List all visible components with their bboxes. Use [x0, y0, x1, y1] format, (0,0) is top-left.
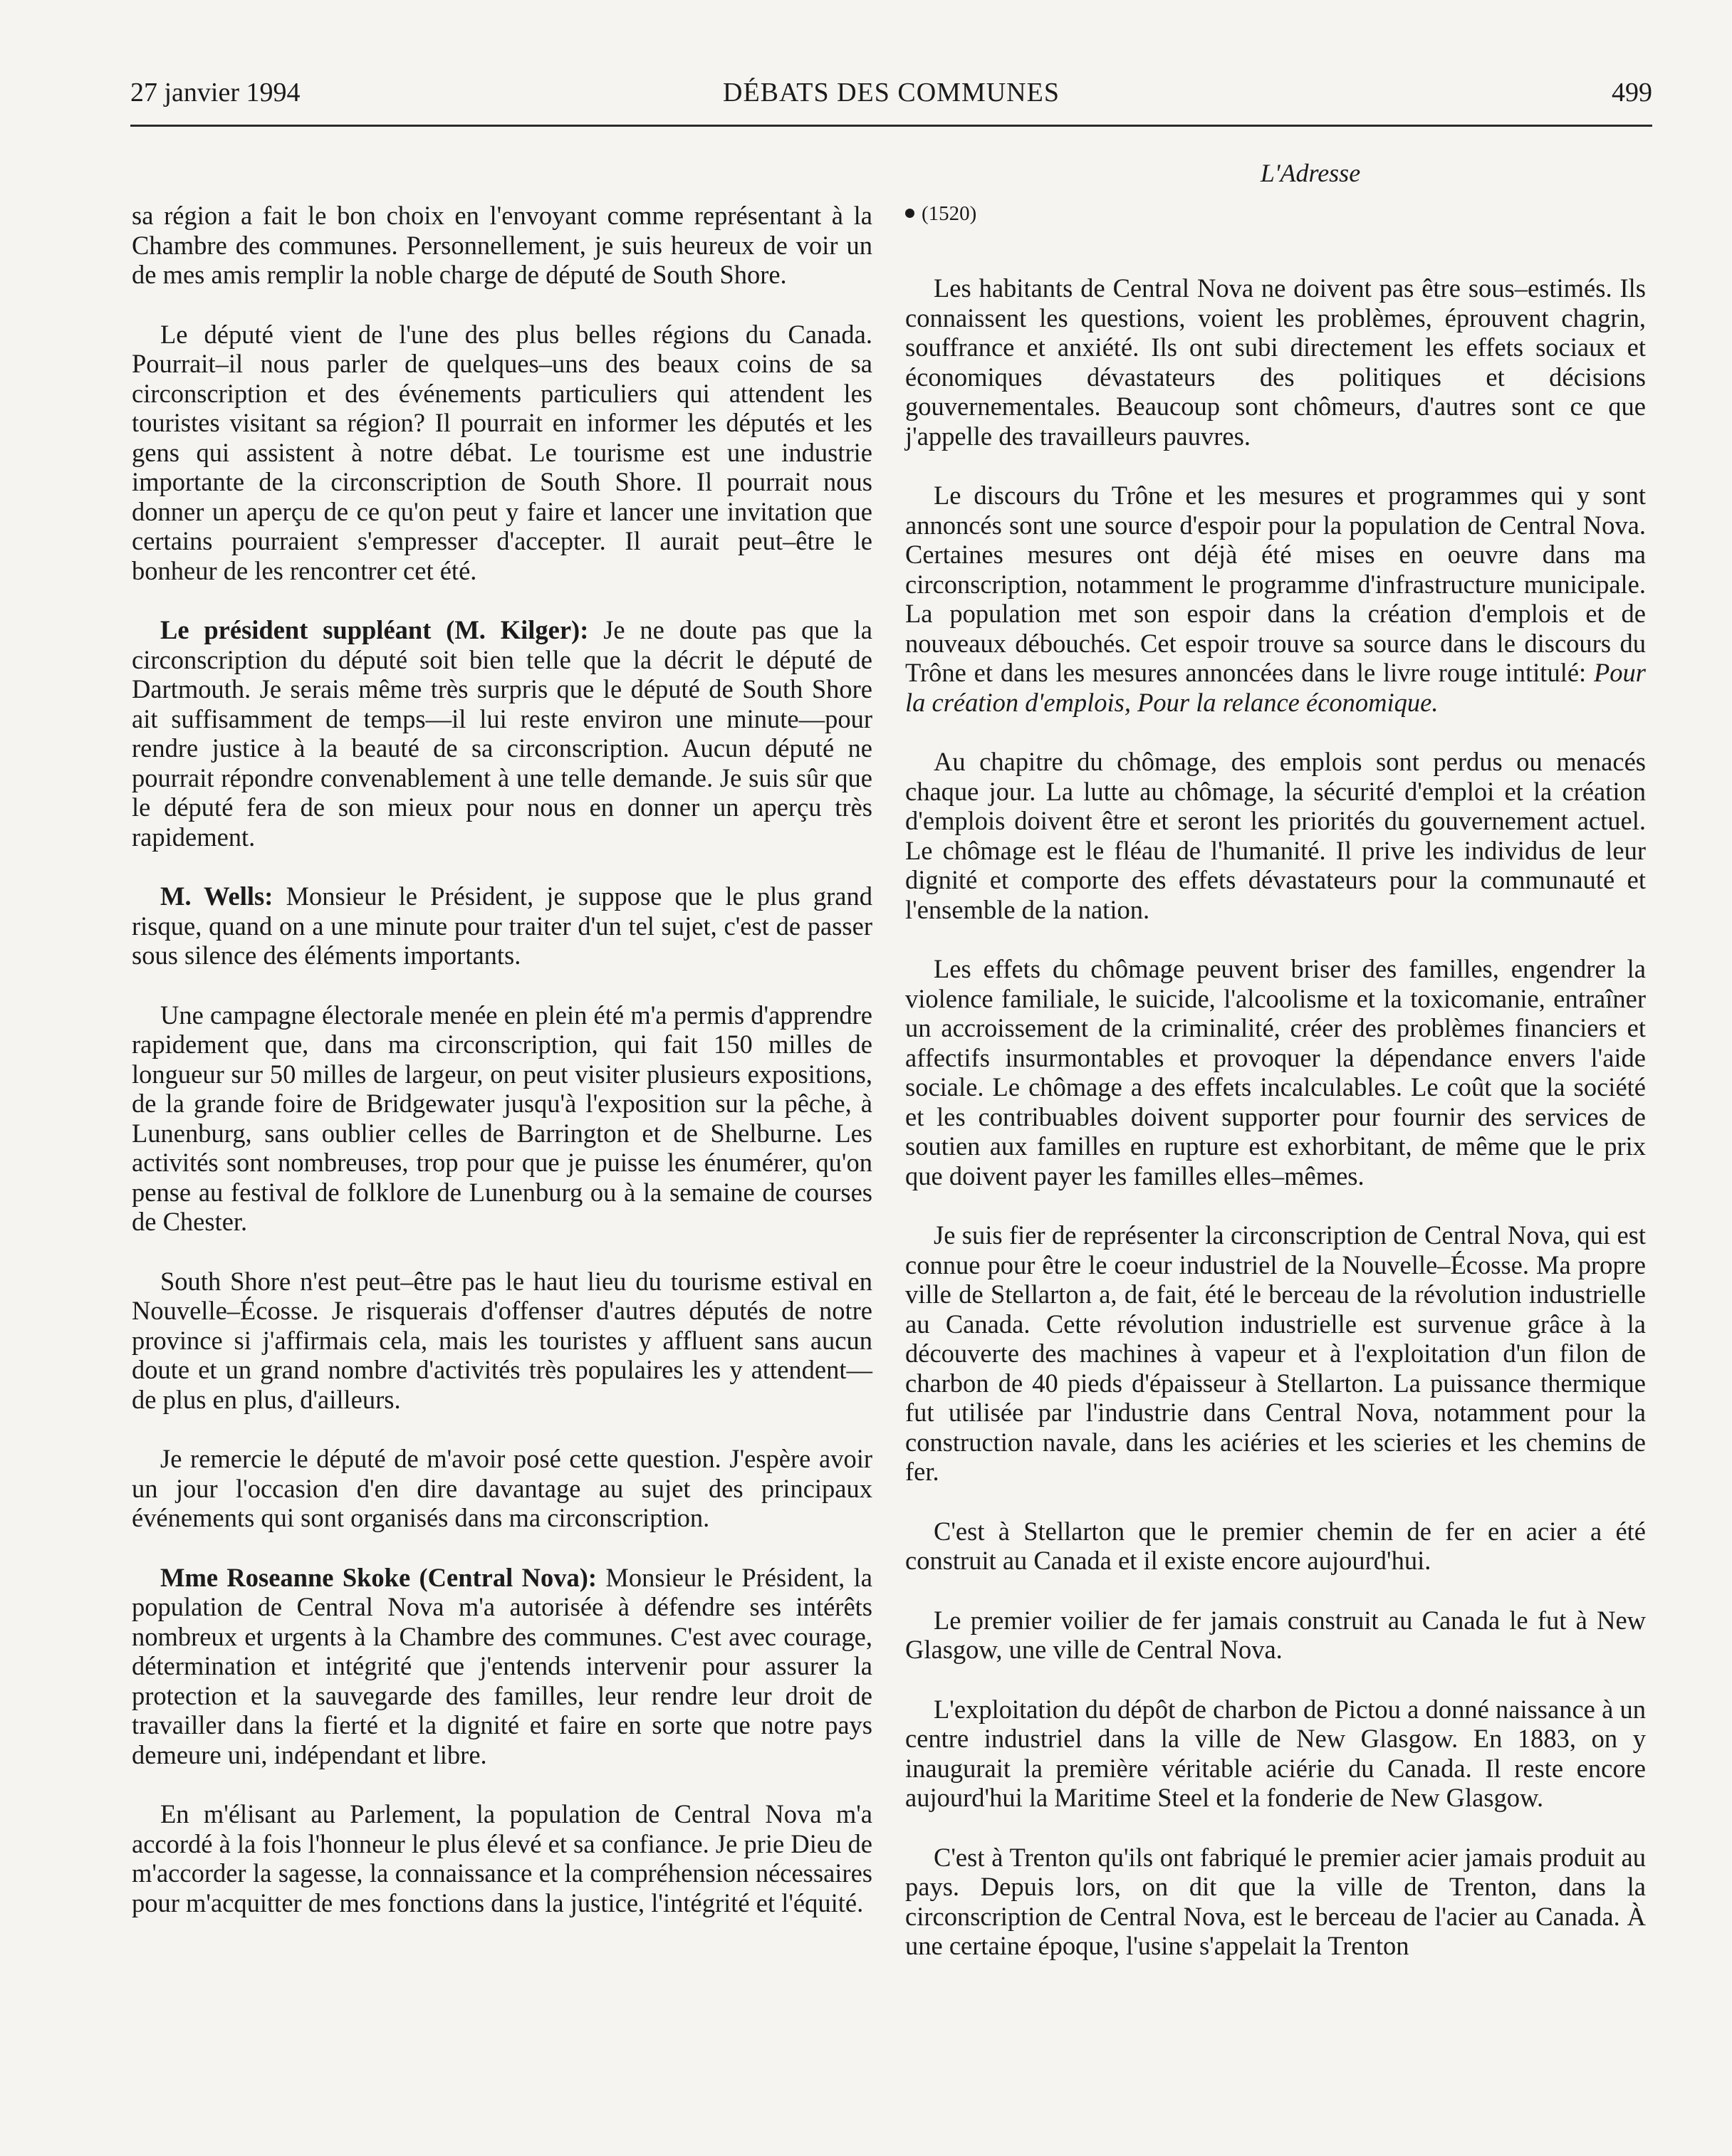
- paragraph: [132, 881, 872, 970]
- header-title: DÉBATS DES COMMUNES: [723, 78, 1060, 108]
- paragraph: L'exploitation du dépôt de charbon de Pictou a donné naissance à un centre industriel dans la ville de New Glasgow. En 1883, on y inaugurait la première véritable aciérie du Canada. Il reste encore aujourd'hui la Maritime Steel et la fonderie de New Glasgow.: [905, 1694, 1646, 1812]
- speech-text: Monsieur le Président, la population de Central Nova m'a autorisée à défendre ses intérêts nombreux et urgents à la Chambre des communes. C'est avec courage, détermination et intégrité que j'entends intervenir pour assurer la protection et la sauvegarde des familles, leur rendre leur droit de travailler dans la fierté et la dignité et faire en sorte que notre pays demeure uni, indépendant et libre.: [132, 1562, 872, 1769]
- speech-text: Monsieur le Président, je suppose que le plus grand risque, quand on a une minute pour traiter d'un tel sujet, c'est de passer sous silence des éléments importants.: [132, 881, 872, 970]
- paragraph: Le député vient de l'une des plus belles régions du Canada. Pourrait–il nous parler de quelques–uns des beaux coins de sa circonscription et des événements particuliers qui attendent les touristes visitant sa région? Il pourrait en informer les députés et les gens qui assistent à notre débat. Le tourisme est une industrie importante de la circonscription de South Shore. Il pourrait nous donner un aperçu de ce qu'on peut y faire et lancer une invitation que certains pourraient s'empresser d'accepter. Il aurait peut–être le bonheur de les rencontrer cet été.: [132, 319, 872, 585]
- paragraph: C'est à Stellarton que le premier chemin de fer en acier a été construit au Canada et il existe encore aujourd'hui.: [905, 1516, 1646, 1575]
- paragraph: Je suis fier de représenter la circonscription de Central Nova, qui est connue pour être le coeur industriel de la Nouvelle–Écosse. Ma propre ville de Stellarton a, de fait, été le berceau de la révolution industrielle au Canada. Cette révolution industrielle est survenue grâce à la découverte des machines à vapeur et à l'exploitation d'un filon de charbon de 40 pieds d'épaisseur à Stellarton. La puissance thermique fut utilisée par l'industrie dans Central Nova, notamment pour la construction navale, dans les aciéries et les scieries et les chemins de fer.: [905, 1220, 1646, 1486]
- speaker-name: Mme Roseanne Skoke (Central Nova):: [160, 1562, 598, 1592]
- header-rule: [130, 125, 1652, 127]
- paragraph: Les habitants de Central Nova ne doivent pas être sous–estimés. Ils connaissent les questions, voient les problèmes, éprouvent chagrin, souffrance et anxiété. Ils ont subi directement les effets sociaux et économiques dévastateurs des politiques et décisions gouvernementales. Beaucoup sont chômeurs, d'autres sont ce que j'appelle des travailleurs pauvres.: [905, 273, 1646, 451]
- paragraph: South Shore n'est peut–être pas le haut lieu du tourisme estival en Nouvelle–Écosse. Je risquerais d'offenser d'autres députés de notre province si j'affirmais cela, mais les touristes y affluent sans aucun doute et un grand nombre d'activités très populaires les y attendent—de plus en plus, d'ailleurs.: [132, 1266, 872, 1414]
- timestamp: [905, 201, 1646, 226]
- running-header: [130, 77, 1652, 120]
- paragraph: En m'élisant au Parlement, la population de Central Nova m'a accordé à la fois l'honneur le plus élevé et sa confiance. Je prie Dieu de m'accorder la sagesse, la connaissance et la compréhension nécessaires pour m'acquitter de mes fonctions dans la justice, l'intégrité et l'équité.: [132, 1799, 872, 1917]
- paragraph: Je remercie le député de m'avoir posé cette question. J'espère avoir un jour l'occasion d'en dire davantage au sujet des principaux événements qui sont organisés dans ma circonscription.: [132, 1444, 872, 1532]
- section-label: L'Adresse: [1260, 159, 1361, 187]
- timestamp-text: (1520): [922, 202, 977, 225]
- paragraph: Au chapitre du chômage, des emplois sont perdus ou menacés chaque jour. La lutte au chômage, la sécurité d'emploi et la création d'emplois doivent être et seront les priorités du gouvernement actuel. Le chômage est le fléau de l'humanité. Il prive les individus de leur dignité et comporte des effets dévastateurs pour la communauté et l'ensemble de la nation.: [905, 747, 1646, 924]
- speaker-name: Le président suppléant (M. Kilger):: [160, 615, 589, 644]
- bullet-icon: [905, 209, 914, 218]
- book-title: Pour la création d'emplois, Pour la relance économique.: [905, 658, 1646, 717]
- paragraph: Les effets du chômage peuvent briser des familles, engendrer la violence familiale, le suicide, l'alcoolisme et la toxicomanie, entraîner un accroissement de la criminalité, créer des problèmes financiers et affectifs insurmontables et provoquer la dépendance envers l'aide sociale. Le chômage a des effets incalculables. Le coût que la société et les contribuables doivent supporter pour fournir des services de soutien aux familles en rupture est exhorbitant, de même que le prix que doivent payer les familles elles–mêmes.: [905, 954, 1646, 1190]
- page-number: 499: [1612, 78, 1652, 108]
- paragraph: [905, 481, 1646, 717]
- speech-text: Je ne doute pas que la circonscription du député soit bien telle que la décrit le député de Dartmouth. Je serais même très surpris que le député de South Shore ait suffisamment de temps—il lui reste environ une minute—pour rendre justice à la beauté de sa circonscription. Aucun député ne pourrait répondre convenablement à une telle demande. Je suis sûr que le député fera de son mieux pour nous en donner un aperçu très rapidement.: [132, 615, 872, 852]
- paragraph: [132, 615, 872, 852]
- paragraph: sa région a fait le bon choix en l'envoyant comme représentant à la Chambre des communes. Personnellement, je suis heureux de voir un de mes amis remplir la noble charge de député de South Shore.: [132, 201, 872, 289]
- speaker-name: M. Wells:: [160, 881, 273, 911]
- left-column: [132, 201, 872, 1917]
- paragraph: [132, 1563, 872, 1770]
- paragraph: Le premier voilier de fer jamais construit au Canada le fut à New Glasgow, une ville de Central Nova.: [905, 1605, 1646, 1664]
- header-date: 27 janvier 1994: [130, 78, 301, 108]
- right-column: [905, 201, 1646, 1961]
- paragraph: Une campagne électorale menée en plein été m'a permis d'apprendre rapidement que, dans ma circonscription, qui fait 150 milles de longueur sur 50 milles de largeur, on peut visiter plusieurs expositions, de la grande foire de Bridgewater jusqu'à l'exposition sur la pêche, à Lunenburg, sans oublier celles de Barrington et de Shelburne. Les activités sont nombreuses, trop pour que je puisse les énumérer, qu'on pense au festival de folklore de Lunenburg ou à la semaine de courses de Chester.: [132, 1000, 872, 1236]
- paragraph-text: Le discours du Trône et les mesures et programmes qui y sont annoncés sont une source d'espoir pour la population de Central Nova. Certaines mesures ont déjà été mises en oeuvre dans ma circonscription, notamment le programme d'infrastructure municipale. La population met son espoir dans la création d'emplois et de nouveaux débouchés. Cet espoir trouve sa source dans le discours du Trône et dans les mesures annoncées dans le livre rouge intitulé:: [905, 481, 1646, 687]
- paragraph: C'est à Trenton qu'ils ont fabriqué le premier acier jamais produit au pays. Depuis lors, on dit que la ville de Trenton, dans la circonscription de Central Nova, est le berceau de l'acier au Canada. À une certaine époque, l'usine s'appelait la Trenton: [905, 1842, 1646, 1960]
